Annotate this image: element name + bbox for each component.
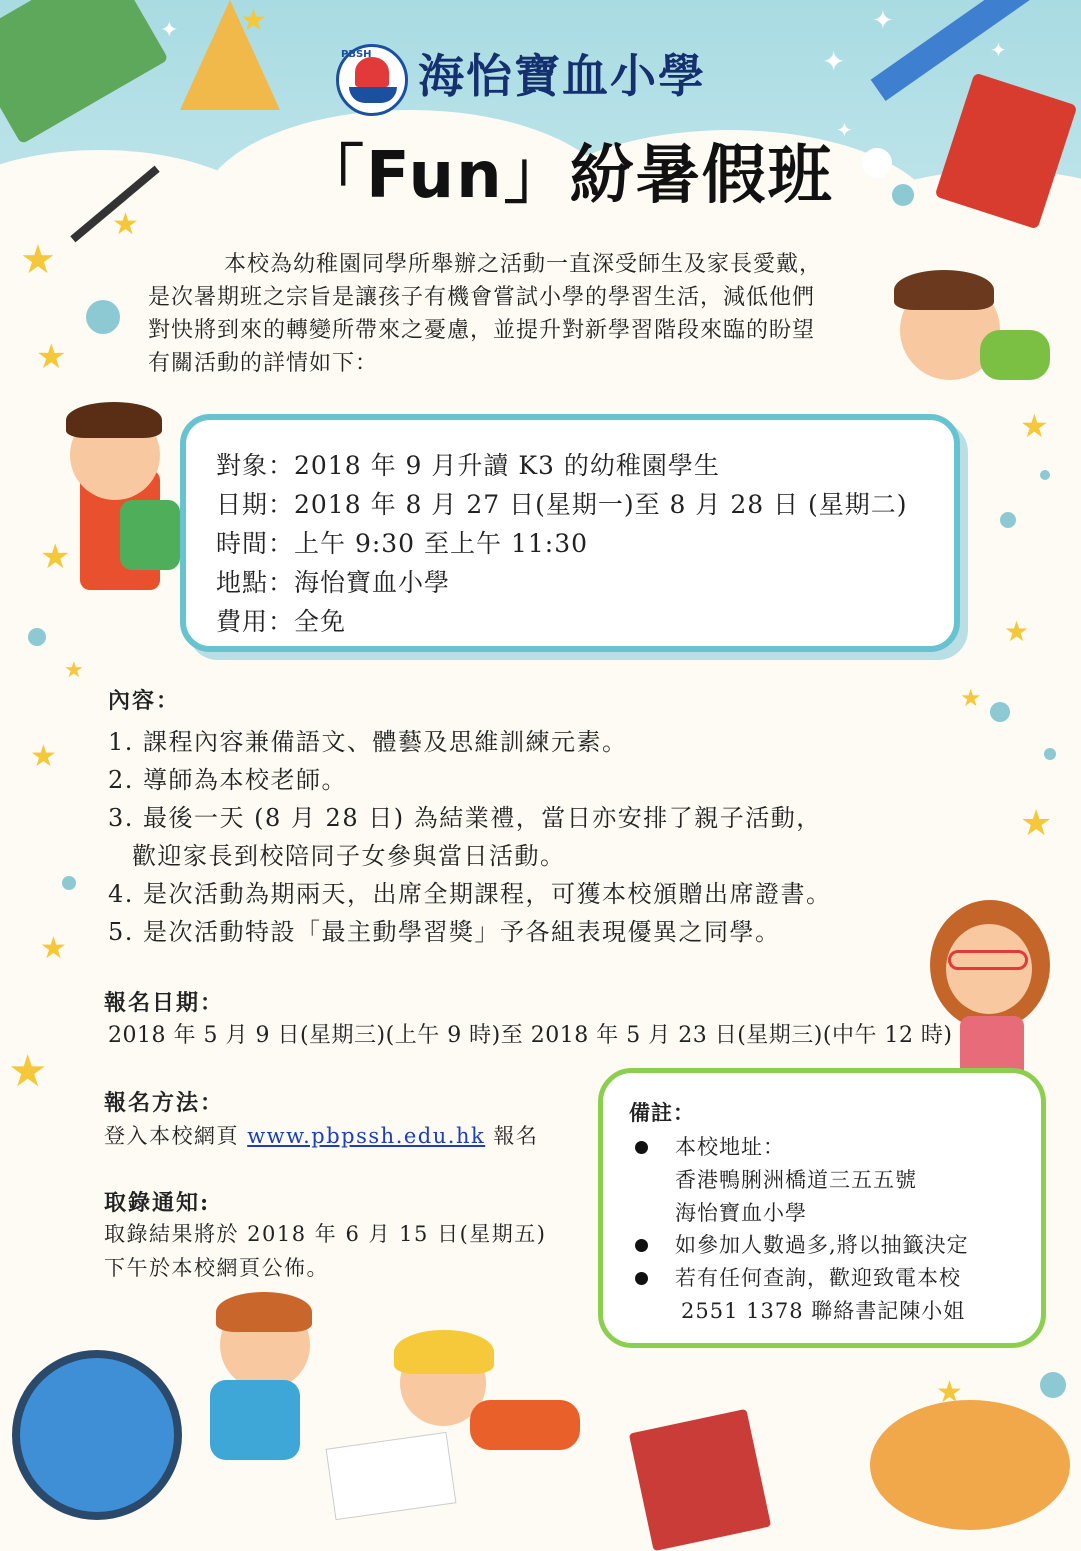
intro-line: 有關活動的詳情如下：	[148, 351, 379, 376]
sparkle-icon: ✦	[990, 38, 1007, 62]
registration-date-heading: 報名日期：	[104, 990, 225, 1016]
star-icon: ★	[112, 207, 139, 242]
dot	[892, 184, 914, 206]
star-icon: ★	[1004, 615, 1030, 648]
registration-method-prefix: 登入本校網頁	[104, 1124, 239, 1148]
star-icon: ★	[1020, 803, 1053, 844]
content-item-3-continued: 歡迎家長到校陪同子女參與當日活動。	[132, 842, 566, 870]
glasses-icon	[948, 950, 1028, 970]
sparkle-icon: ✦	[836, 118, 853, 142]
notes-enquiry-line-2: 2551 1378 聯絡書記陳小姐	[681, 1299, 966, 1323]
paint-palette-illustration	[870, 1400, 1070, 1530]
notes-enquiry-line-1: 若有任何查詢，歡迎致電本校	[675, 1266, 961, 1290]
star-icon: ★	[36, 337, 67, 377]
registration-date-text: 2018 年 5 月 9 日(星期三)(上午 9 時)至 2018 年 5 月 23 日(星期三)(中午 12 時)	[108, 1023, 953, 1048]
boy-shirt	[210, 1380, 300, 1460]
star-icon: ★	[960, 684, 982, 712]
boy-hair	[216, 1292, 312, 1332]
star-icon: ★	[40, 931, 67, 966]
registration-method-suffix: 報名	[493, 1124, 539, 1148]
bullet-icon	[635, 1272, 648, 1285]
boy-shirt	[980, 330, 1050, 380]
intro-paragraph	[148, 248, 898, 380]
logo-text: PBSH	[341, 49, 372, 60]
notes-lottery: 如參加人數過多,將以抽籤決定	[675, 1233, 969, 1257]
star-icon: ★	[240, 3, 267, 38]
info-date: 日期：2018 年 8 月 27 日(星期一)至 8 月 28 日 (星期二)	[216, 490, 908, 519]
dot	[62, 876, 76, 890]
content-item-2: 2. 導師為本校老師。	[108, 766, 348, 794]
admission-line-2: 下午於本校網頁公佈。	[104, 1256, 329, 1280]
admission-line-1: 取錄結果將於 2018 年 6 月 15 日(星期五)	[104, 1222, 547, 1246]
notes-address-line-2: 海怡寶血小學	[675, 1201, 807, 1225]
dot	[990, 702, 1010, 722]
content-item-1: 1. 課程內容兼備語文、體藝及思維訓練元素。	[108, 728, 628, 756]
boy-hair	[894, 270, 994, 310]
notes-heading: 備註：	[629, 1100, 695, 1125]
info-box	[180, 414, 960, 652]
school-name: 海怡寶血小學	[418, 49, 706, 103]
star-icon: ★	[40, 537, 71, 577]
intro-line: 對快將到來的轉變所帶來之憂慮，並提升對新學習階段來臨的盼望	[148, 318, 816, 343]
info-time: 時間：上午 9:30 至上午 11:30	[216, 529, 589, 558]
content-item-4: 4. 是次活動為期兩天，出席全期課程，可獲本校頒贈出席證書。	[108, 880, 832, 908]
star-icon: ★	[20, 237, 56, 283]
content-item-5: 5. 是次活動特設「最主動學習獎」予各組表現優異之同學。	[108, 918, 781, 946]
registration-method-text	[104, 1120, 538, 1150]
boy-shirt	[120, 500, 180, 570]
boy-hair	[66, 402, 162, 438]
sparkle-icon: ✦	[872, 6, 894, 36]
dot	[1040, 1372, 1066, 1398]
info-target: 對象：2018 年 9 月升讀 K3 的幼稚園學生	[216, 451, 720, 480]
info-fee: 費用：全免	[216, 607, 347, 636]
star-icon: ★	[8, 1046, 48, 1097]
dot	[1000, 512, 1016, 528]
star-icon: ★	[1020, 407, 1049, 445]
girl-hair	[394, 1330, 494, 1374]
admission-heading: 取錄通知:	[104, 1190, 211, 1216]
bullet-icon	[635, 1239, 648, 1252]
logo-sun	[355, 57, 389, 87]
drawing-paper	[326, 1432, 457, 1520]
school-logo	[336, 44, 408, 116]
red-book-illustration	[629, 1409, 771, 1551]
school-website-link[interactable]: www.pbpssh.edu.hk	[247, 1124, 486, 1148]
globe-illustration	[12, 1350, 182, 1520]
dot	[862, 148, 892, 178]
notes-box	[598, 1068, 1046, 1348]
star-icon: ★	[64, 658, 84, 683]
star-icon: ★	[30, 739, 57, 774]
sparkle-icon: ✦	[160, 18, 179, 43]
content-heading: 內容：	[108, 688, 181, 714]
dot	[1044, 748, 1056, 760]
content-item-3: 3. 最後一天 (8 月 28 日) 為結業禮，當日亦安排了親子活動，	[108, 804, 822, 832]
boy-lying-illustration	[890, 260, 1060, 400]
info-venue: 地點：海怡寶血小學	[216, 568, 451, 597]
notes-address-label: 本校地址：	[675, 1135, 785, 1159]
registration-method-heading: 報名方法：	[104, 1090, 225, 1116]
intro-line: 是次暑期班之宗旨是讓孩子有機會嘗試小學的學習生活，減低他們	[148, 285, 816, 310]
girl-top	[470, 1400, 580, 1450]
notes-address-line-1: 香港鴨脷洲橋道三五五號	[675, 1168, 917, 1192]
dot	[1040, 470, 1050, 480]
bullet-icon	[635, 1141, 648, 1154]
superhero-boy-illustration	[60, 380, 190, 620]
star-icon: ★	[936, 1375, 963, 1410]
intro-line: 本校為幼稚園同學所舉辦之活動一直深受師生及家長愛戴，	[224, 252, 823, 277]
dot	[86, 300, 120, 334]
kids-drawing-illustration	[180, 1280, 620, 1526]
page-title: 「Fun」紛暑假班	[300, 139, 834, 213]
dot	[28, 628, 46, 646]
sparkle-icon: ✦	[822, 45, 846, 78]
logo-wave	[349, 87, 397, 103]
